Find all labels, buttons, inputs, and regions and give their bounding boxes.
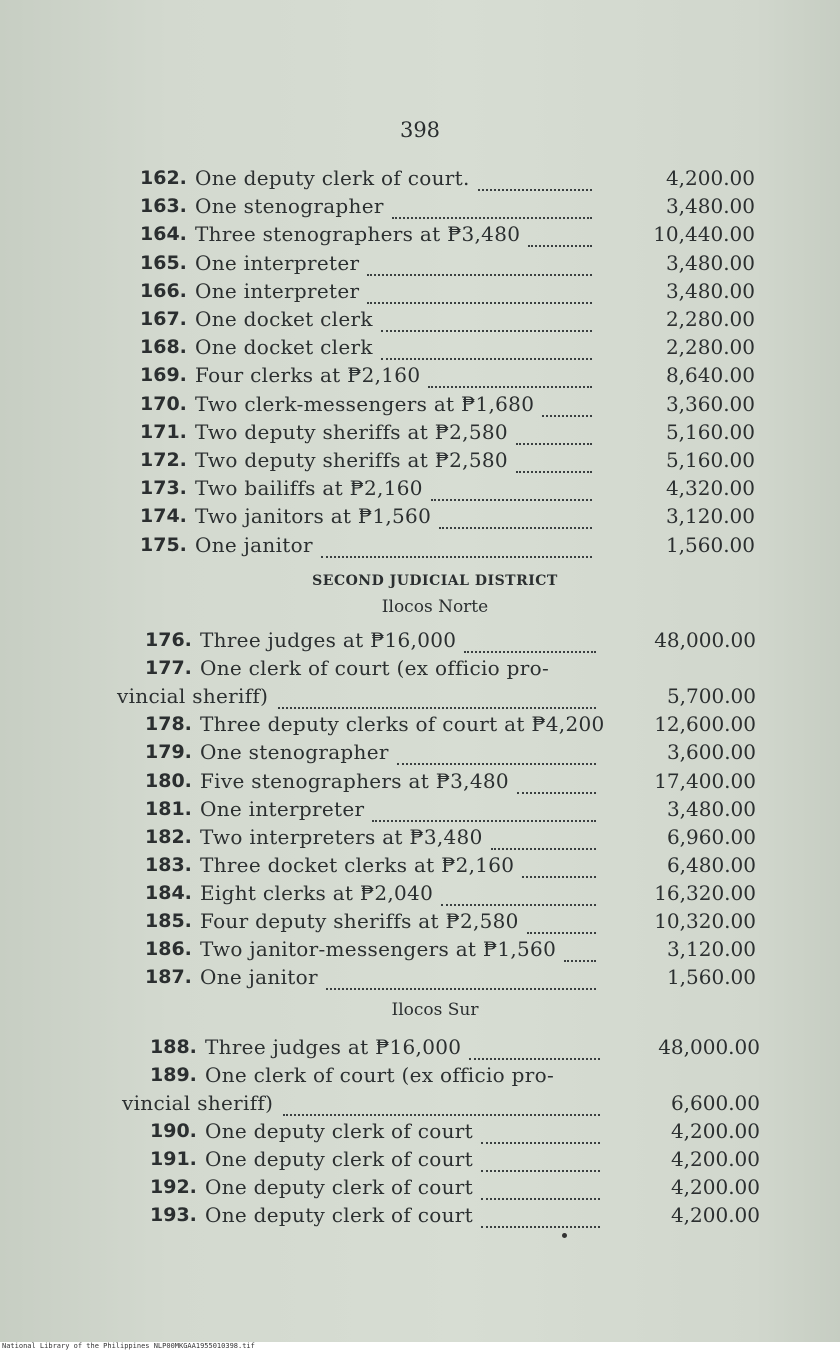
- item-description: Three judges at ₱16,000: [200, 628, 457, 652]
- item-amount: 6,480.00: [666, 852, 756, 877]
- list-item: [0, 392, 840, 420]
- list-item: [0, 1035, 840, 1063]
- item-amount: 6,960.00: [666, 824, 756, 849]
- item-number: 191.: [150, 1148, 197, 1170]
- item-number: 166.: [140, 279, 187, 302]
- item-description: One deputy clerk of court: [205, 1175, 473, 1199]
- list-item: [0, 166, 840, 194]
- district-heading: SECOND JUDICIAL DISTRICT: [312, 573, 558, 589]
- list-item: [0, 363, 840, 391]
- item-description: Three judges at ₱16,000: [205, 1035, 462, 1059]
- list-item: [0, 420, 840, 448]
- list-item: [0, 769, 840, 797]
- leader-dots: [517, 790, 596, 794]
- list-item: [0, 448, 840, 476]
- item-number: 171.: [140, 420, 187, 443]
- item-amount: 2,280.00: [665, 307, 755, 331]
- leader-dots: [469, 1056, 600, 1060]
- item-number: 163.: [140, 195, 187, 218]
- list-item: [0, 712, 840, 740]
- list-item: [0, 476, 840, 504]
- leader-dots: [326, 986, 596, 990]
- item-number: 183.: [145, 853, 192, 876]
- item-amount: 2,280.00: [665, 335, 755, 360]
- leader-dots: [372, 818, 596, 822]
- leader-dots: [283, 1112, 600, 1116]
- leader-dots: [478, 187, 592, 191]
- leader-dots: [516, 441, 592, 445]
- leader-dots: [564, 958, 596, 962]
- item-description: One deputy clerk of court: [205, 1147, 473, 1171]
- item-description: Two interpreters at ₱3,480: [200, 824, 483, 849]
- leader-dots: [397, 761, 596, 765]
- item-number: 190.: [150, 1120, 197, 1142]
- list-item: [0, 628, 840, 656]
- item-description: Five stenographers at ₱3,480: [200, 768, 509, 793]
- list-item-continuation: [0, 684, 840, 712]
- item-amount: 6,600.00: [670, 1091, 760, 1115]
- page-number: 398: [399, 118, 441, 142]
- item-amount: 5,700.00: [666, 684, 756, 709]
- list-item: [0, 740, 840, 768]
- item-description: One janitor: [200, 965, 318, 990]
- leader-dots: [464, 649, 596, 653]
- item-description: One interpreter: [195, 250, 360, 275]
- item-description: Two clerk-messengers at ₱1,680: [195, 391, 535, 416]
- item-number: 176.: [145, 629, 192, 651]
- list-item: [0, 1063, 840, 1091]
- item-amount: 10,440.00: [653, 222, 755, 247]
- item-description: One deputy clerk of court.: [195, 166, 470, 190]
- item-amount: 4,200.00: [665, 166, 755, 190]
- item-description: Two janitor-messengers at ₱1,560: [200, 937, 557, 962]
- item-amount: 4,200.00: [670, 1119, 760, 1143]
- list-item: [0, 1175, 840, 1203]
- list-item: [0, 909, 840, 937]
- item-description: One interpreter: [200, 796, 365, 821]
- item-amount: 3,480.00: [665, 250, 755, 275]
- list-item: [0, 965, 840, 993]
- item-amount: 4,200.00: [670, 1147, 760, 1171]
- scan-footer: National Library of the Philippines NLP00MKGAA1955010398.tif: [0, 1342, 840, 1350]
- list-item: [0, 251, 840, 279]
- item-number: 188.: [150, 1036, 197, 1058]
- item-description: Three stenographers at ₱3,480: [195, 222, 521, 247]
- leader-dots: [321, 554, 592, 558]
- list-item: [0, 1147, 840, 1175]
- province-heading-ilocos-sur: Ilocos Sur: [391, 1000, 479, 1020]
- item-description: Two deputy sheriffs at ₱2,580: [195, 448, 508, 472]
- list-item: [0, 881, 840, 909]
- item-number: 181.: [145, 797, 192, 820]
- item-amount: 5,160.00: [665, 419, 755, 444]
- item-amount: 8,640.00: [665, 363, 755, 388]
- list-item: [0, 937, 840, 965]
- item-amount: 3,360.00: [665, 391, 755, 416]
- leader-dots: [542, 413, 592, 417]
- item-description: One interpreter: [195, 278, 360, 303]
- item-number: 162.: [140, 167, 187, 189]
- item-number: 180.: [145, 769, 192, 792]
- item-description: One deputy clerk of court: [205, 1119, 473, 1143]
- item-description: Four deputy sheriffs at ₱2,580: [200, 909, 519, 933]
- leader-dots: [381, 356, 592, 360]
- item-amount: 4,200.00: [670, 1175, 760, 1199]
- leader-dots: [491, 846, 596, 850]
- item-number: 172.: [140, 449, 187, 471]
- list-item: [0, 825, 840, 853]
- list-item: [0, 1203, 840, 1231]
- item-description: One clerk of court (ex officio pro-: [205, 1063, 554, 1087]
- item-amount: 3,120.00: [666, 937, 756, 962]
- leader-dots: [392, 215, 592, 219]
- leader-dots: [481, 1196, 600, 1200]
- item-number: 184.: [145, 881, 192, 904]
- item-description: Two janitors at ₱1,560: [195, 504, 432, 529]
- item-description: One stenographer: [200, 740, 389, 765]
- item-number: 174.: [140, 505, 187, 528]
- item-number: 179.: [145, 741, 192, 764]
- item-amount: 17,400.00: [654, 768, 756, 793]
- item-amount: 12,600.00: [654, 712, 756, 737]
- leader-dots: [431, 497, 592, 501]
- item-description: Eight clerks at ₱2,040: [200, 880, 434, 905]
- leader-dots: [527, 930, 596, 934]
- leader-dots: [278, 705, 596, 709]
- item-amount: 16,320.00: [654, 880, 756, 905]
- leader-dots: [381, 328, 592, 332]
- list-item: [0, 533, 840, 561]
- province-heading-ilocos-norte: Ilocos Norte: [381, 597, 489, 617]
- item-description-continuation: vincial sheriff): [122, 1091, 274, 1115]
- item-description: One janitor: [195, 532, 313, 557]
- ink-speck: [562, 1233, 567, 1238]
- item-amount: 5,160.00: [665, 448, 755, 472]
- item-number: 165.: [140, 251, 187, 274]
- item-number: 175.: [140, 533, 187, 556]
- item-number: 185.: [145, 910, 192, 932]
- item-number: 189.: [150, 1064, 197, 1086]
- item-description: One docket clerk: [195, 307, 373, 331]
- leader-dots: [528, 243, 592, 247]
- item-amount: 3,480.00: [666, 796, 756, 821]
- item-number: 186.: [145, 938, 192, 961]
- item-description: One deputy clerk of court: [205, 1203, 473, 1227]
- item-amount: 1,560.00: [666, 965, 756, 990]
- item-number: 164.: [140, 223, 187, 246]
- list-item: [0, 307, 840, 335]
- list-item: [0, 504, 840, 532]
- item-amount: 3,480.00: [665, 278, 755, 303]
- leader-dots: [367, 272, 592, 276]
- item-description: Four clerks at ₱2,160: [195, 363, 421, 388]
- list-item: [0, 222, 840, 250]
- item-amount: 3,480.00: [665, 194, 755, 219]
- list-item: [0, 853, 840, 881]
- list-item: [0, 194, 840, 222]
- list-item: [0, 656, 840, 684]
- item-number: 170.: [140, 392, 187, 415]
- leader-dots: [522, 874, 596, 878]
- item-amount: 3,120.00: [665, 504, 755, 529]
- item-description: One stenographer: [195, 194, 384, 219]
- item-description: Two deputy sheriffs at ₱2,580: [195, 419, 508, 444]
- item-amount: 48,000.00: [654, 628, 756, 652]
- item-number: 187.: [145, 966, 192, 989]
- leader-dots: [481, 1224, 600, 1228]
- item-number: 192.: [150, 1176, 197, 1198]
- item-number: 193.: [150, 1204, 197, 1226]
- item-amount: 4,320.00: [665, 476, 755, 501]
- leader-dots: [428, 384, 592, 388]
- item-description: Two bailiffs at ₱2,160: [195, 476, 423, 501]
- item-description: One docket clerk: [195, 335, 373, 360]
- item-number: 178.: [145, 713, 192, 736]
- item-amount: 48,000.00: [658, 1035, 760, 1059]
- item-number: 173.: [140, 477, 187, 500]
- leader-dots: [481, 1168, 600, 1172]
- item-description: One clerk of court (ex officio pro-: [200, 656, 549, 681]
- item-number: 167.: [140, 308, 187, 330]
- leader-dots: [441, 902, 596, 906]
- list-item: [0, 1119, 840, 1147]
- item-amount: 10,320.00: [654, 909, 756, 933]
- leader-dots: [439, 525, 592, 529]
- item-amount: 3,600.00: [666, 740, 756, 765]
- list-item: [0, 797, 840, 825]
- item-description: Three deputy clerks of court at ₱4,200: [200, 712, 605, 737]
- item-number: 182.: [145, 825, 192, 848]
- item-number: 168.: [140, 336, 187, 359]
- leader-dots: [367, 300, 592, 304]
- item-amount: 4,200.00: [670, 1203, 760, 1227]
- leader-dots: [481, 1140, 600, 1144]
- item-number: 169.: [140, 364, 187, 387]
- list-item: [0, 279, 840, 307]
- item-description-continuation: vincial sheriff): [117, 684, 269, 709]
- leader-dots: [516, 469, 592, 473]
- item-description: Three docket clerks at ₱2,160: [200, 852, 515, 877]
- list-item: [0, 335, 840, 363]
- list-item-continuation: [0, 1091, 840, 1119]
- item-number: 177.: [145, 657, 192, 680]
- item-amount: 1,560.00: [665, 532, 755, 557]
